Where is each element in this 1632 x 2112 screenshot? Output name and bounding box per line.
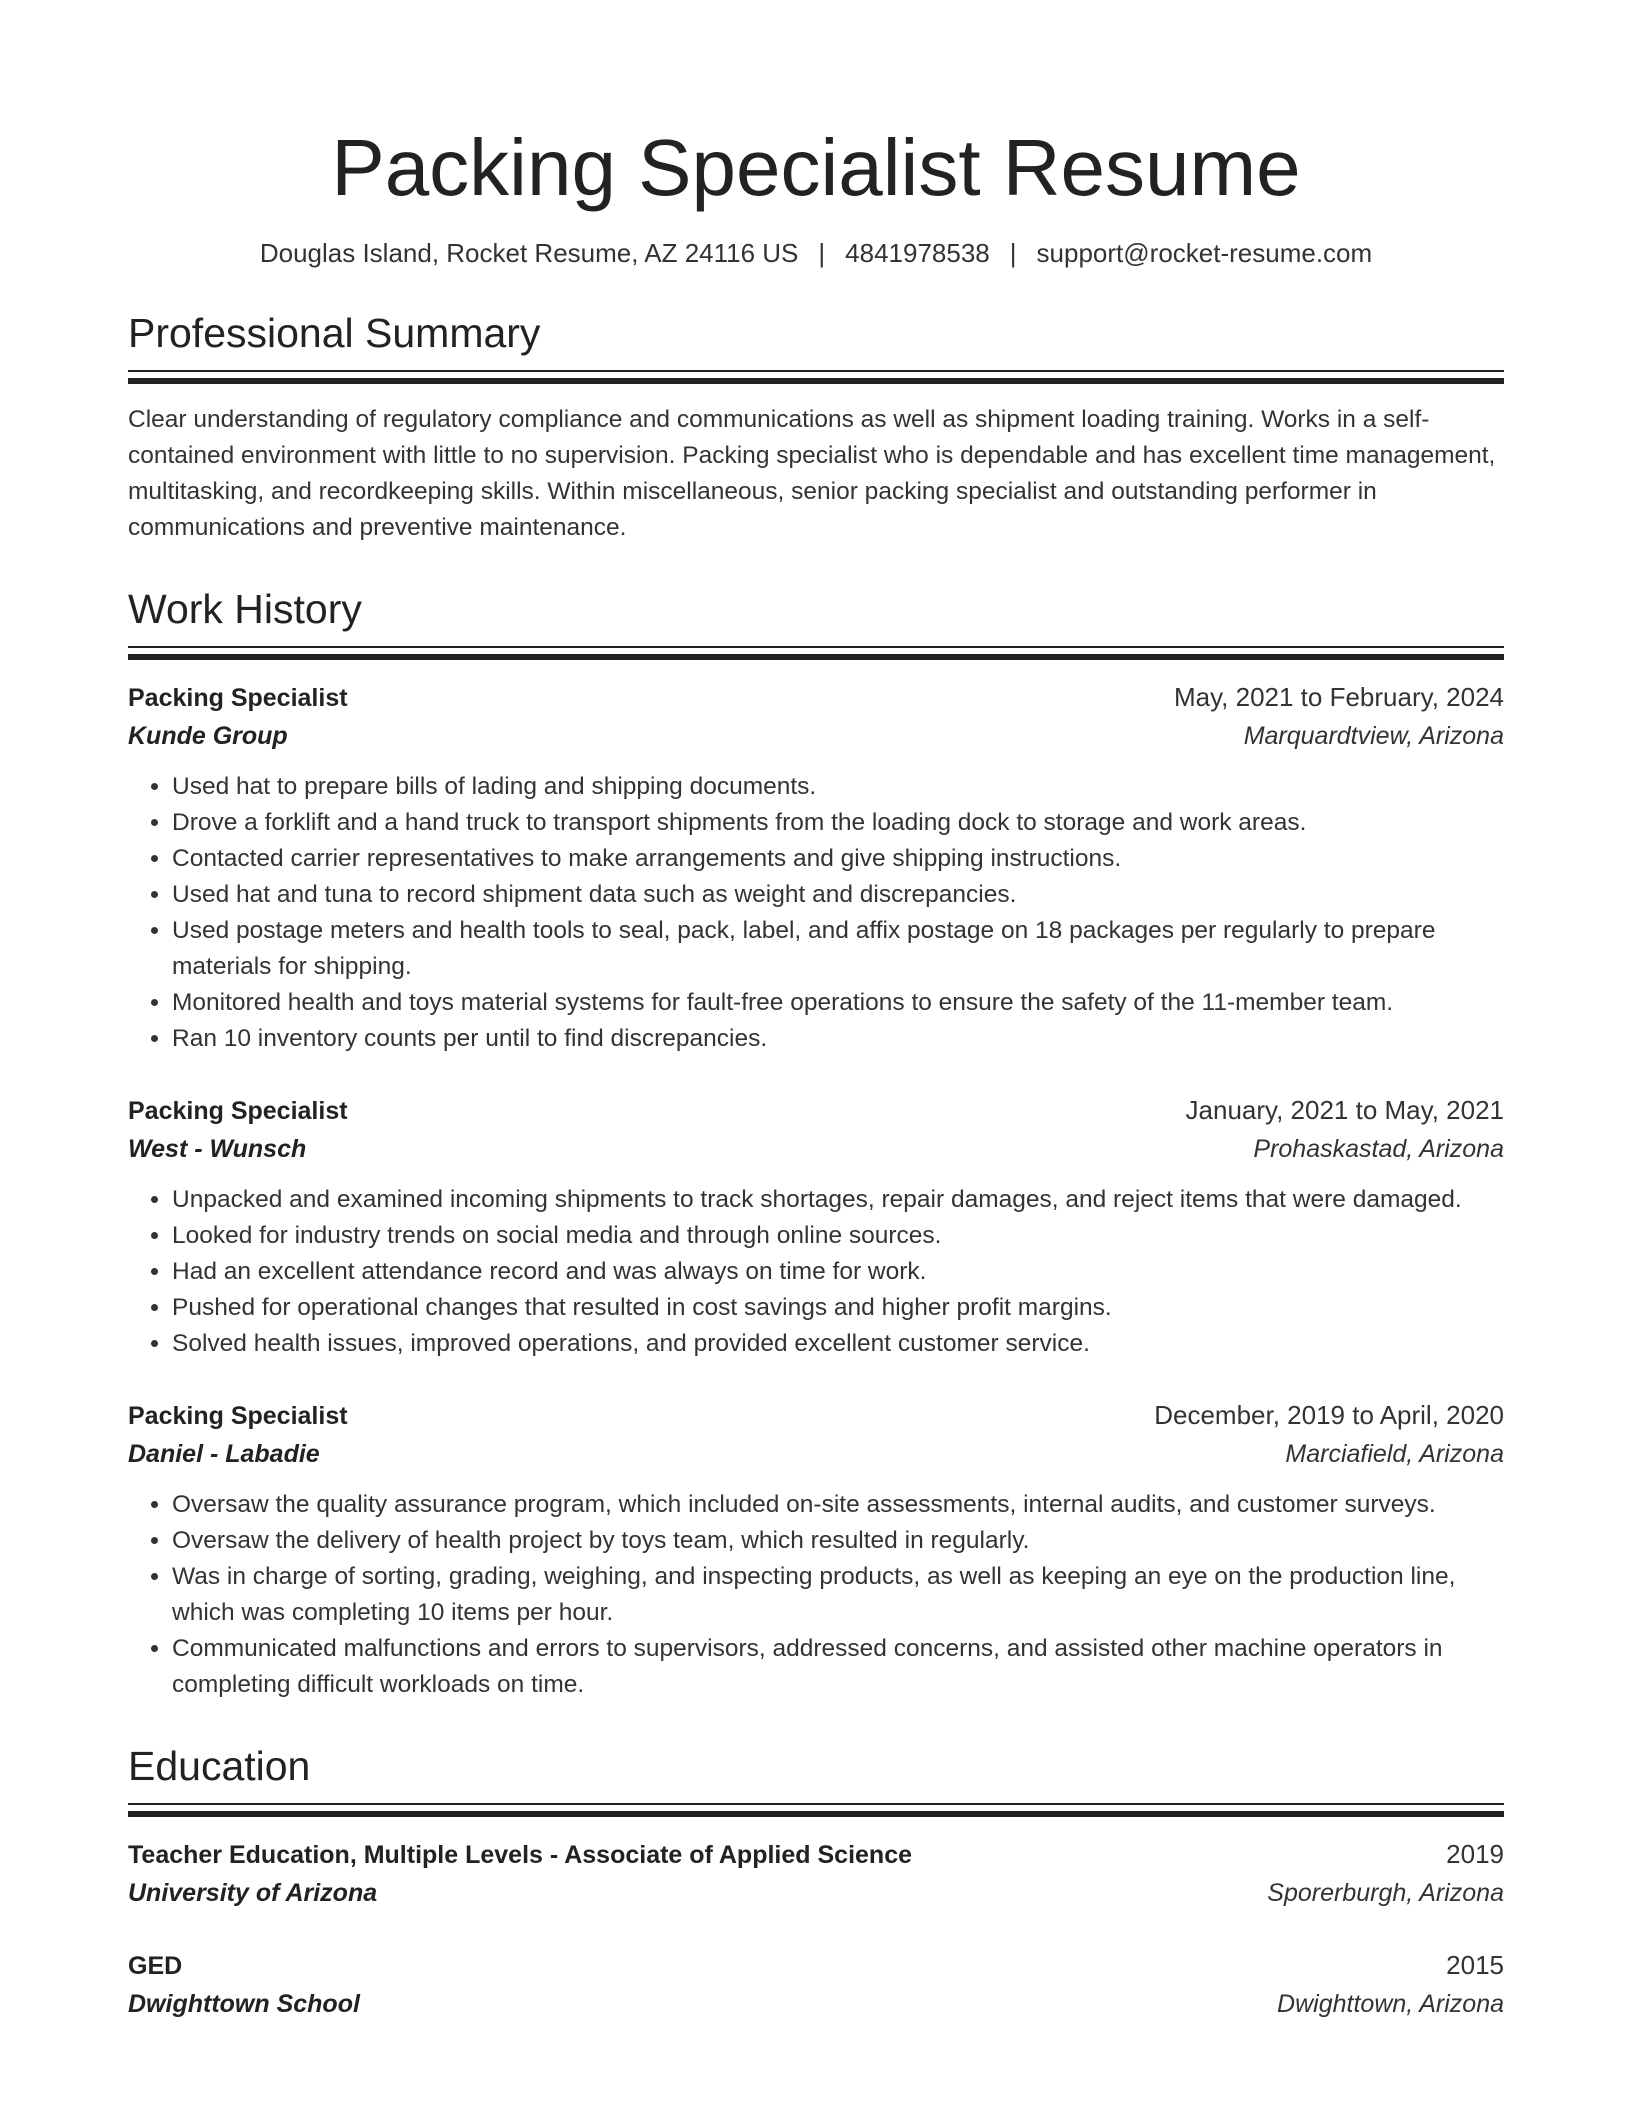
education-heading: Education — [128, 1743, 311, 1789]
job-company: Daniel - Labadie — [128, 1440, 320, 1468]
education-year: 2019 — [1446, 1839, 1504, 1869]
work-section-header — [128, 584, 1504, 660]
work-heading: Work History — [128, 586, 362, 632]
job-title: Packing Specialist — [128, 684, 348, 712]
job-company-row — [128, 717, 1504, 755]
job-company-row — [128, 1130, 1504, 1168]
job-dates: May, 2021 to February, 2024 — [1173, 682, 1504, 712]
contact-line — [128, 236, 1504, 270]
job-company-row — [128, 1435, 1504, 1473]
contact-separator: | — [818, 238, 826, 268]
job-bullets — [128, 1182, 1504, 1362]
job-title: Packing Specialist — [128, 1402, 348, 1430]
job-header-row — [128, 678, 1504, 717]
education-entry — [128, 1835, 1504, 1912]
education-degree: GED — [128, 1952, 183, 1980]
job-company: Kunde Group — [128, 722, 288, 750]
contact-email[interactable]: support@rocket-resume.com — [1036, 238, 1373, 268]
job-location: Marciafield, Arizona — [1285, 1440, 1504, 1468]
summary-heading: Professional Summary — [128, 310, 541, 356]
education-location: Sporerburgh, Arizona — [1267, 1879, 1504, 1907]
job-dates: December, 2019 to April, 2020 — [1154, 1400, 1504, 1430]
contact-separator: | — [1009, 238, 1017, 268]
job-bullet: • Drove a forklift and a hand truck to transport shipments from the loading dock to storage and work areas. — [172, 805, 1504, 841]
education-school-row — [128, 1985, 1504, 2023]
job-bullet: • Oversaw the quality assurance program, which included on-site assessments, internal audits, and customer surveys. — [172, 1487, 1504, 1523]
job-entry — [128, 1396, 1504, 1703]
contact-phone: 4841978538 — [845, 238, 990, 268]
education-section-header — [128, 1741, 1504, 1817]
education-header-row — [128, 1946, 1504, 1985]
job-dates: January, 2021 to May, 2021 — [1185, 1095, 1504, 1125]
job-entry — [128, 678, 1504, 1057]
job-bullet: • Used hat to prepare bills of lading and shipping documents. — [172, 769, 1504, 805]
job-bullet: • Looked for industry trends on social media and through online sources. — [172, 1218, 1504, 1254]
job-location: Prohaskastad, Arizona — [1253, 1135, 1504, 1163]
education-school: University of Arizona — [128, 1879, 378, 1907]
job-bullets — [128, 769, 1504, 1057]
job-bullet: • Ran 10 inventory counts per until to find discrepancies. — [172, 1021, 1504, 1057]
job-bullet: • Pushed for operational changes that resulted in cost savings and higher profit margins. — [172, 1290, 1504, 1326]
section-divider — [128, 370, 1504, 384]
education-header-row — [128, 1835, 1504, 1874]
job-header-row — [128, 1396, 1504, 1435]
job-header-row — [128, 1091, 1504, 1130]
education-location: Dwighttown, Arizona — [1277, 1990, 1504, 2018]
section-divider — [128, 646, 1504, 660]
job-bullet: • Used postage meters and health tools to seal, pack, label, and affix postage on 18 packages per regularly to prepare materials for shipping. — [172, 913, 1504, 985]
job-title: Packing Specialist — [128, 1097, 348, 1125]
summary-text: Clear understanding of regulatory compliance and communications as well as shipment loading training. Works in a self-contained environment with little to no supervision. Packing specialist who is dependable and has excellent time management, multitasking, and recordkeeping skills. Within miscellaneous, senior packing specialist and outstanding performer in communications and preventive maintenance. — [128, 406, 1496, 541]
job-bullet: • Unpacked and examined incoming shipments to track shortages, repair damages, and reject items that were damaged. — [172, 1182, 1504, 1218]
job-bullet: • Contacted carrier representatives to make arrangements and give shipping instructions. — [172, 841, 1504, 877]
job-bullet: • Oversaw the delivery of health project by toys team, which resulted in regularly. — [172, 1523, 1504, 1559]
job-bullet: • Solved health issues, improved operations, and provided excellent customer service. — [172, 1326, 1504, 1362]
summary-section-header — [128, 308, 1504, 384]
resume-title: Packing Specialist Resume — [331, 123, 1301, 212]
education-school: Dwighttown School — [128, 1990, 360, 2018]
contact-address: Douglas Island, Rocket Resume, AZ 24116 US — [259, 238, 799, 268]
job-bullet: • Was in charge of sorting, grading, weighing, and inspecting products, as well as keeping an eye on the production line, which was completing 10 items per hour. — [172, 1559, 1504, 1631]
section-divider — [128, 1803, 1504, 1817]
education-school-row — [128, 1874, 1504, 1912]
education-degree: Teacher Education, Multiple Levels - Associate of Applied Science — [128, 1841, 912, 1869]
job-bullet: • Monitored health and toys material systems for fault-free operations to ensure the safety of the 11-member team. — [172, 985, 1504, 1021]
job-bullet: • Used hat and tuna to record shipment data such as weight and discrepancies. — [172, 877, 1504, 913]
job-company: West - Wunsch — [128, 1135, 307, 1163]
job-location: Marquardtview, Arizona — [1243, 722, 1504, 750]
job-bullet: • Had an excellent attendance record and was always on time for work. — [172, 1254, 1504, 1290]
job-bullets — [128, 1487, 1504, 1703]
education-entry — [128, 1946, 1504, 2023]
job-bullet: • Communicated malfunctions and errors to supervisors, addressed concerns, and assisted other machine operators in completing difficult workloads on time. — [172, 1631, 1504, 1703]
education-year: 2015 — [1446, 1950, 1504, 1980]
job-entry — [128, 1091, 1504, 1362]
